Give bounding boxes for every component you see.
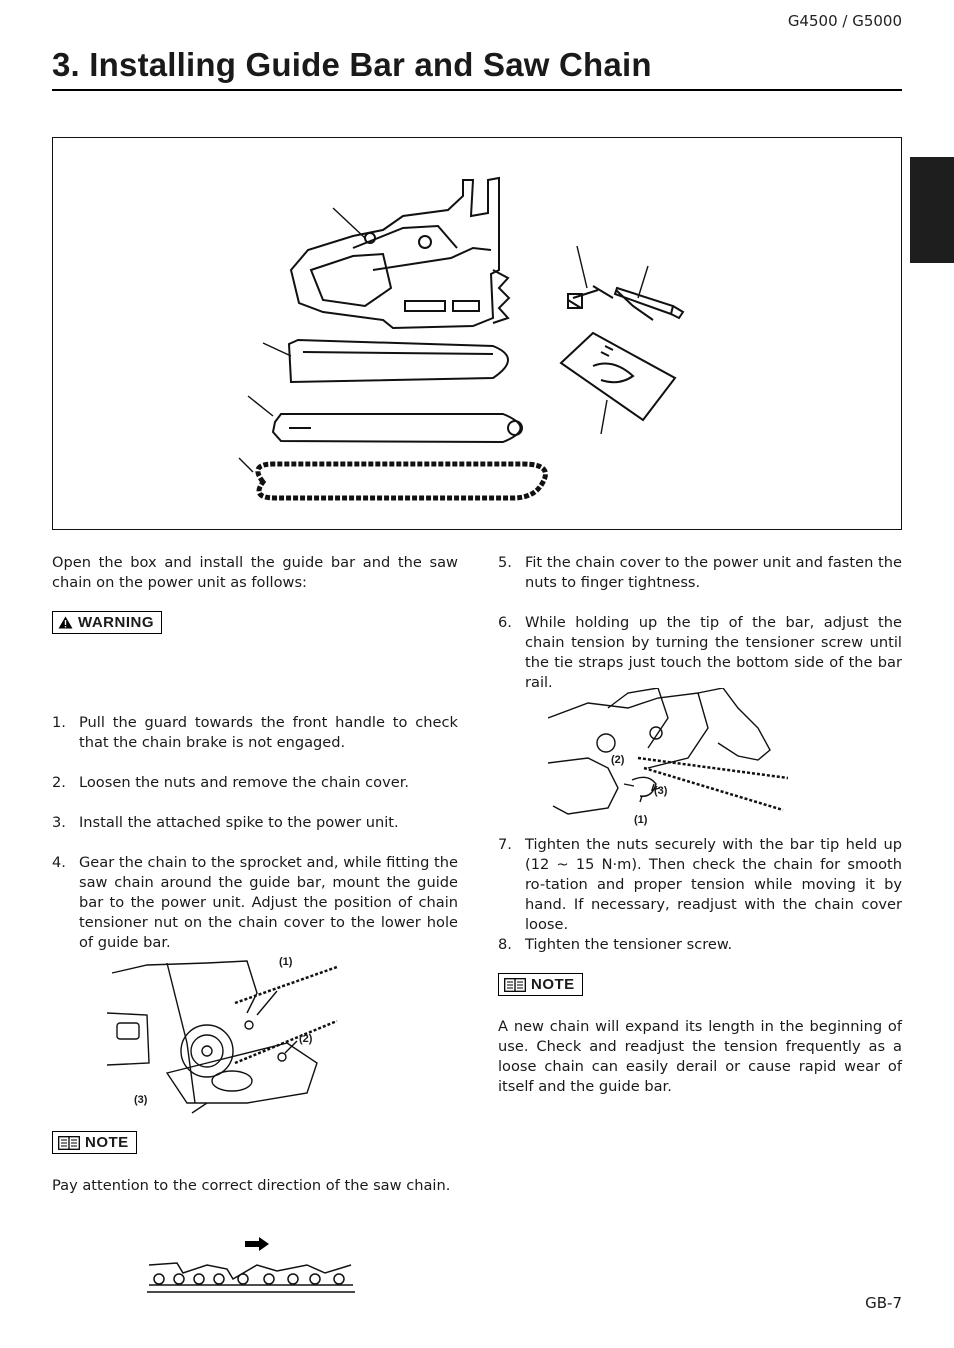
- step-5: [498, 553, 902, 593]
- note-book-icon: [504, 978, 526, 992]
- note-badge: [52, 1131, 137, 1154]
- step-number: 3.: [52, 814, 66, 831]
- guide-bar-drawing: [289, 340, 508, 382]
- tools-drawing: [568, 286, 683, 320]
- chain-direction-illustration: [147, 1235, 357, 1297]
- callout-3: (3): [654, 785, 668, 797]
- note-label: NOTE: [531, 975, 575, 993]
- note-badge: [498, 973, 583, 996]
- note-label: NOTE: [85, 1133, 129, 1151]
- note-text-left: Pay attention to the correct direction of the saw chain.: [52, 1177, 451, 1194]
- step-number: 8.: [498, 936, 512, 953]
- step-6: [498, 613, 902, 693]
- section-tab: [910, 157, 954, 263]
- intro-text: Open the box and install the guide bar and the saw chain on the power unit as follows:: [52, 554, 458, 591]
- step-7: [498, 835, 902, 935]
- step-text: Tighten the tensioner screw.: [525, 936, 733, 953]
- callout-1: (1): [279, 956, 293, 968]
- tension-adjust-illustration: [548, 688, 788, 828]
- step-text: Loosen the nuts and remove the chain cover.: [79, 774, 410, 791]
- sprocket-illustration: [107, 953, 357, 1118]
- step-text: Install the attached spike to the power unit.: [79, 814, 399, 831]
- step-number: 6.: [498, 614, 512, 631]
- warning-badge: [52, 611, 162, 634]
- step-8: [498, 935, 902, 955]
- chain-direction-drawing: [147, 1235, 357, 1297]
- step-text: Fit the chain cover to the power unit and fasten the nuts to finger tightness.: [525, 554, 902, 591]
- step-text: Gear the chain to the sprocket and, while fitting the saw chain around the guide bar, mount the guide bar to the power unit. Adjust the position of chain tensioner nut on the chain cover to the lower hole of guide bar.: [79, 854, 458, 951]
- step-text: While holding up the tip of the bar, adjust the chain tension by turning the tensioner screw until the tie straps just touch the bottom side of the bar rail.: [525, 614, 902, 691]
- step-3: [52, 813, 458, 833]
- spike-packet-drawing: [561, 333, 675, 420]
- parts-illustration: [52, 137, 902, 530]
- page-number: GB-7: [865, 1294, 902, 1312]
- arrow-right-icon: [245, 1237, 269, 1251]
- step-number: 1.: [52, 714, 66, 731]
- step-4: [52, 853, 458, 953]
- warning-label: WARNING: [78, 613, 154, 631]
- warning-triangle-icon: [58, 616, 73, 629]
- guide-bar-flat-drawing: [273, 414, 522, 442]
- saw-chain-loop-drawing: [258, 464, 546, 498]
- callout-1: (1): [634, 814, 648, 826]
- model-number: G4500 / G5000: [787, 12, 902, 30]
- step-1: [52, 713, 458, 753]
- parts-drawing: [53, 138, 901, 529]
- power-unit-drawing: [291, 178, 509, 328]
- step-number: 4.: [52, 854, 66, 871]
- step-text: Tighten the nuts securely with the bar tip held up (12 ~ 15 N·m). Then check the chain for smooth ro-tation and proper tension while moving it by hand. If necessary, readjust with the chain cover loose.: [525, 836, 902, 933]
- callout-3: (3): [134, 1094, 148, 1106]
- page-title: 3. Installing Guide Bar and Saw Chain: [52, 46, 902, 91]
- step-number: 7.: [498, 836, 512, 853]
- callout-2: (2): [611, 754, 625, 766]
- left-column: [52, 553, 458, 1194]
- step-number: 2.: [52, 774, 66, 791]
- step-text: Pull the guard towards the front handle to check that the chain brake is not engaged.: [79, 714, 458, 751]
- step-2: [52, 773, 458, 793]
- tension-adjust-drawing: [548, 688, 788, 828]
- callout-2: (2): [299, 1033, 313, 1045]
- step-number: 5.: [498, 554, 512, 571]
- note-book-icon: [58, 1136, 80, 1150]
- note-text-right: A new chain will expand its length in the beginning of use. Check and readjust the tension frequently as a loose chain can easily derail or cause rapid wear of itself and the guide bar.: [498, 1018, 902, 1095]
